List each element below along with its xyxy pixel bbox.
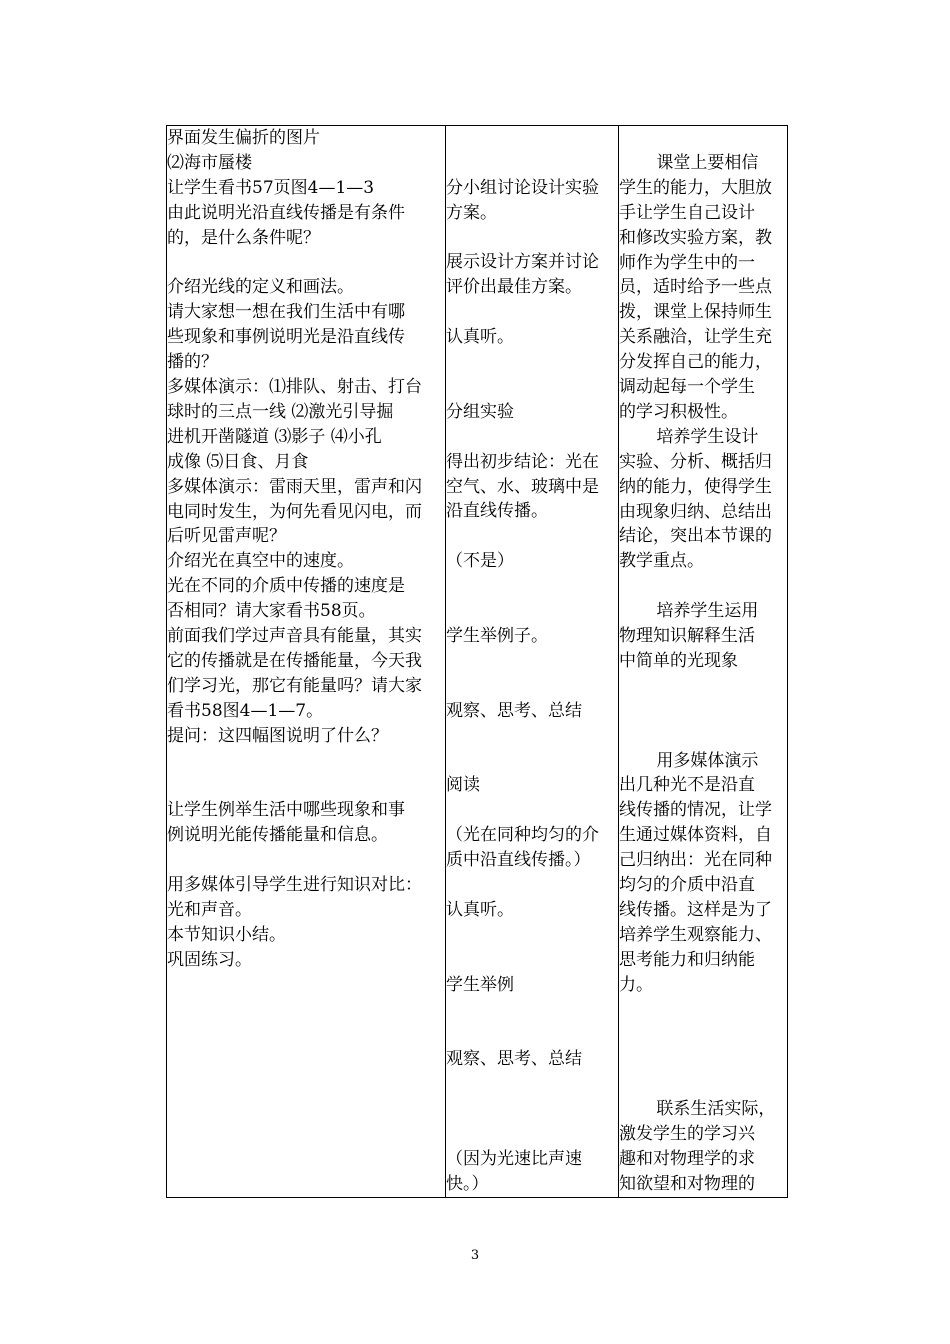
text-line [446, 599, 618, 624]
text-line [446, 524, 618, 549]
text-line: 评价出最佳方案。 [446, 277, 582, 298]
text-line: 的，是什么条件呢？ [167, 227, 320, 248]
text-line: 多媒体演示：雷雨天里，雷声和闪 [167, 476, 422, 497]
text-line: 线传播。这样是为了 [619, 900, 772, 921]
text-line [619, 1072, 787, 1097]
text-line [167, 251, 445, 276]
text-line: 用多媒体引导学生进行知识对比： [167, 875, 422, 896]
text-line: 力。 [619, 974, 653, 995]
text-line: 结论，突出本节课的 [619, 526, 772, 547]
teacher-activity-column [167, 126, 446, 1198]
text-line [446, 1072, 618, 1097]
text-line: 阅读 [446, 775, 480, 796]
text-line: 培养学生观察能力、 [619, 924, 772, 945]
text-line: 它的传播就是在传播能量，今天我 [167, 651, 422, 672]
text-line [446, 798, 618, 823]
student-activity-text [446, 126, 618, 1197]
text-line: 激发学生的学习兴 [619, 1124, 755, 1145]
page-number: 3 [470, 1248, 480, 1263]
text-line: 空气、水、玻璃中是 [446, 476, 599, 497]
text-line: 电同时发生，为何先看见闪电，而 [167, 501, 422, 522]
text-line: 分发挥自己的能力， [619, 352, 772, 373]
text-line [446, 873, 618, 898]
text-line: 联系生活实际， [656, 1099, 776, 1120]
text-line: 多媒体演示：⑴排队、射击、打台 [167, 377, 422, 398]
text-line [619, 674, 787, 699]
text-line: 认真听。 [446, 899, 514, 920]
text-line: 调动起每一个学生 [619, 377, 755, 398]
text-line: 实验、分析、概括归 [619, 451, 772, 472]
text-line: 己归纳出：光在同种 [619, 850, 772, 871]
text-line: 本节知识小结。 [167, 924, 286, 945]
text-line: 界面发生偏折的图片 [167, 128, 320, 148]
text-line [619, 574, 787, 599]
text-line: 质中沿直线传播。） [446, 850, 591, 871]
text-line: 课堂上要相信 [656, 152, 759, 173]
text-line: 得出初步结论：光在 [446, 451, 599, 472]
text-line: （因为光速比声速 [446, 1148, 582, 1169]
text-line: 方案。 [446, 202, 497, 223]
text-line: 进机开凿隧道 ⑶影子 ⑷小孔 [167, 426, 382, 447]
text-line: 后听见雷声呢？ [167, 526, 286, 547]
text-line: 球时的三点一线 ⑵激光引导掘 [167, 401, 394, 422]
text-line: 分小组讨论设计实验 [446, 177, 599, 198]
text-line: 光在不同的介质中传播的速度是 [167, 576, 405, 597]
text-line: 提问：这四幅图说明了什么？ [167, 725, 388, 746]
text-line: 员，适时给予一些点 [619, 277, 772, 298]
text-line: ⑵海市蜃楼 [167, 152, 252, 173]
text-line [446, 748, 618, 773]
text-line: 快。） [446, 1173, 489, 1194]
text-line: 关系融洽，让学生充 [619, 327, 772, 348]
text-line: 前面我们学过声音具有能量，其实 [167, 626, 422, 647]
text-line: 均匀的介质中沿直 [619, 875, 755, 896]
text-line: 物理知识解释生活 [619, 626, 755, 647]
text-line [619, 1047, 787, 1072]
teacher-activity-text [167, 126, 445, 973]
text-line: 拨，课堂上保持师生 [619, 302, 772, 323]
text-line [446, 1122, 618, 1147]
text-line: 思考能力和归纳能 [619, 949, 755, 970]
text-line: 手让学生自己设计 [619, 202, 755, 223]
text-line: 用多媒体演示 [656, 750, 759, 771]
text-line: 纳的能力，使得学生 [619, 476, 772, 497]
text-line: 知欲望和对物理的 [619, 1173, 755, 1194]
text-line [446, 724, 618, 749]
text-line: 的学习积极性。 [619, 401, 738, 422]
text-line: 请大家想一想在我们生活中有哪 [167, 302, 405, 323]
text-line: 认真听。 [446, 327, 514, 348]
text-line: 展示设计方案并讨论 [446, 252, 599, 273]
text-line: 观察、思考、总结 [446, 700, 582, 721]
text-line [446, 300, 618, 325]
text-line: 师作为学生中的一 [619, 252, 755, 273]
text-line: 观察、思考、总结 [446, 1049, 582, 1070]
text-line: 中简单的光现象 [619, 651, 738, 671]
text-line: （光在同种均匀的介 [446, 825, 599, 846]
text-line: 学生的能力，大胆放 [619, 177, 772, 198]
design-intent-column [619, 126, 788, 1198]
text-line: 让学生看书57页图4—1—3 [167, 177, 375, 198]
text-line: 们学习光，那它有能量吗？请大家 [167, 675, 422, 696]
text-line: 生通过媒体资料，自 [619, 825, 772, 846]
text-line: 学生举例 [446, 974, 514, 995]
design-intent-text [619, 126, 787, 1197]
text-line [619, 724, 787, 749]
text-line: 成像 ⑸日食、月食 [167, 451, 309, 472]
text-line: 介绍光线的定义和画法。 [167, 277, 354, 298]
text-line [446, 1022, 618, 1047]
text-line [446, 649, 618, 674]
text-line: 光和声音。 [167, 900, 252, 921]
student-activity-column [446, 126, 619, 1198]
text-line: （不是） [446, 551, 514, 572]
text-line [446, 151, 618, 176]
lesson-table [166, 125, 788, 1198]
text-line: 出几种光不是沿直 [619, 775, 755, 796]
text-line [446, 948, 618, 973]
text-line [446, 674, 618, 699]
text-line [446, 425, 618, 450]
text-line [619, 998, 787, 1023]
text-line: 些现象和事例说明光是沿直线传 [167, 327, 405, 348]
text-line [619, 699, 787, 724]
text-line [446, 997, 618, 1022]
text-line: 学生举例子。 [446, 625, 548, 646]
text-line [446, 1097, 618, 1122]
text-line [446, 375, 618, 400]
text-line: 介绍光在真空中的速度。 [167, 551, 354, 572]
text-line: 看书58图4—1—7。 [167, 700, 324, 721]
text-line [446, 126, 618, 151]
text-line [446, 923, 618, 948]
text-line: 让学生例举生活中哪些现象和事 [167, 800, 405, 821]
text-line: 否相同？请大家看书58页。 [167, 601, 376, 622]
text-line: 沿直线传播。 [446, 501, 548, 522]
text-line: 由现象归纳、总结出 [619, 501, 772, 522]
text-line [619, 1023, 787, 1048]
text-line: 培养学生设计 [656, 426, 759, 447]
text-line [167, 774, 445, 799]
text-line [446, 226, 618, 251]
text-line: 教学重点。 [619, 551, 704, 572]
text-line: 例说明光能传播能量和信息。 [167, 825, 388, 846]
text-line [167, 749, 445, 774]
text-line: 和修改实验方案，教 [619, 227, 772, 248]
text-line: 线传播的情况，让学 [619, 800, 772, 821]
text-line: 分组实验 [446, 401, 514, 422]
text-line: 播的？ [167, 352, 218, 373]
text-line: 趣和对物理学的求 [619, 1149, 755, 1170]
text-line [619, 126, 787, 151]
text-line: 巩固练习。 [167, 949, 252, 970]
text-line [446, 574, 618, 599]
text-line [167, 848, 445, 873]
text-line: 培养学生运用 [656, 601, 759, 622]
table-row [167, 126, 788, 1198]
text-line: 由此说明光沿直线传播是有条件 [167, 202, 405, 223]
text-line [446, 350, 618, 375]
